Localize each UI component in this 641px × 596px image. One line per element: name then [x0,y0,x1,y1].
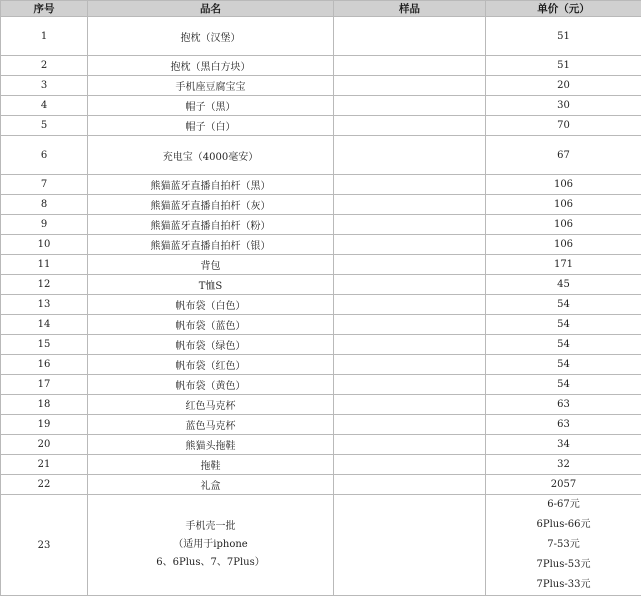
row-price: 63 [486,395,641,415]
row-name: 熊猫蓝牙直播自拍杆（银） [88,235,334,255]
row-name: 帆布袋（蓝色） [88,315,334,335]
table-row [1,17,641,56]
table-row [1,375,641,395]
table-row-phone-cases [1,495,641,596]
table-row [1,395,641,415]
row-name: 红色马克杯 [88,395,334,415]
table-row [1,96,641,116]
row-name: 帆布袋（红色） [88,355,334,375]
row-sample [334,475,486,495]
header-name: 品名 [88,1,334,17]
row-price: 70 [486,116,641,136]
row-name: 熊猫蓝牙直播自拍杆（灰） [88,195,334,215]
table-row [1,455,641,475]
row-no: 17 [1,375,88,395]
row-name-line: 手机壳一批 [88,518,333,536]
row-no: 3 [1,76,88,96]
row-name: 礼盒 [88,475,334,495]
row-sample [334,375,486,395]
table-row [1,136,641,175]
row-name: T恤S [88,275,334,295]
row-sample [334,215,486,235]
row-name: 蓝色马克杯 [88,415,334,435]
row-price: 54 [486,295,641,315]
table-row [1,335,641,355]
row-sample [334,17,486,56]
row-price: 63 [486,415,641,435]
row-name-line: 6、6Plus、7、7Plus） [88,554,333,572]
row-name: 手机座豆腐宝宝 [88,76,334,96]
table-row [1,315,641,335]
row-sample [334,355,486,375]
row-name: 熊猫蓝牙直播自拍杆（粉） [88,215,334,235]
row-sample [334,136,486,175]
row-sample [334,195,486,215]
header-row [1,1,641,17]
row-no: 7 [1,175,88,195]
header-no: 序号 [1,1,88,17]
row-price: 20 [486,76,641,96]
row-no: 4 [1,96,88,116]
row-price: 67 [486,136,641,175]
row-no: 12 [1,275,88,295]
row-sample [334,295,486,315]
row-sample [334,315,486,335]
row-price-line: 6-67元 [486,495,641,515]
row-no: 14 [1,315,88,335]
row-price: 34 [486,435,641,455]
row-name: 充电宝（4000毫安） [88,136,334,175]
row-name: 帆布袋（绿色） [88,335,334,355]
table-row [1,235,641,255]
row-sample [334,175,486,195]
row-price: 32 [486,455,641,475]
row-name-multiline [88,495,334,596]
row-sample [334,495,486,596]
row-price: 106 [486,235,641,255]
row-price: 54 [486,315,641,335]
row-sample [334,415,486,435]
row-name: 熊猫头拖鞋 [88,435,334,455]
row-no: 6 [1,136,88,175]
row-price: 106 [486,175,641,195]
table-row [1,195,641,215]
table-row [1,275,641,295]
row-name: 抱枕（汉堡） [88,17,334,56]
row-price-line: 7-53元 [486,535,641,555]
row-no: 8 [1,195,88,215]
row-sample [334,235,486,255]
row-sample [334,275,486,295]
table-row [1,56,641,76]
row-no: 20 [1,435,88,455]
table-row [1,415,641,435]
table-row [1,215,641,235]
row-price: 171 [486,255,641,275]
row-name: 帽子（黑） [88,96,334,116]
table-row [1,355,641,375]
row-name: 抱枕（黑白方块） [88,56,334,76]
row-sample [334,395,486,415]
row-price: 45 [486,275,641,295]
row-no: 1 [1,17,88,56]
row-price-line: 7Plus-33元 [486,575,641,595]
row-price: 30 [486,96,641,116]
row-sample [334,255,486,275]
row-price-line: 7Plus-53元 [486,555,641,575]
table-row [1,76,641,96]
table-row [1,175,641,195]
table-row [1,435,641,455]
row-price: 106 [486,215,641,235]
row-name: 拖鞋 [88,455,334,475]
table-row [1,255,641,275]
row-no: 11 [1,255,88,275]
row-no: 16 [1,355,88,375]
row-name: 熊猫蓝牙直播自拍杆（黑） [88,175,334,195]
row-price-line: 6Plus-66元 [486,515,641,535]
row-price: 51 [486,56,641,76]
header-sample: 样品 [334,1,486,17]
row-price: 54 [486,355,641,375]
row-price: 51 [486,17,641,56]
row-name: 背包 [88,255,334,275]
row-price-multiline [486,495,641,596]
row-no: 9 [1,215,88,235]
header-price: 单价（元） [486,1,641,17]
row-sample [334,96,486,116]
row-no: 23 [1,495,88,596]
row-name: 帆布袋（白色） [88,295,334,315]
row-no: 15 [1,335,88,355]
row-name-line: （适用于iphone [88,536,333,554]
row-no: 5 [1,116,88,136]
row-price: 54 [486,335,641,355]
row-name: 帽子（白） [88,116,334,136]
row-sample [334,76,486,96]
row-sample [334,435,486,455]
row-no: 19 [1,415,88,435]
row-sample [334,56,486,76]
row-no: 18 [1,395,88,415]
row-sample [334,455,486,475]
row-no: 2 [1,56,88,76]
row-sample [334,335,486,355]
table-row [1,116,641,136]
row-price: 54 [486,375,641,395]
row-price: 2057 [486,475,641,495]
row-name: 帆布袋（黄色） [88,375,334,395]
row-no: 22 [1,475,88,495]
row-no: 10 [1,235,88,255]
row-price: 106 [486,195,641,215]
row-no: 21 [1,455,88,475]
row-no: 13 [1,295,88,315]
table-row [1,475,641,495]
row-sample [334,116,486,136]
table-row [1,295,641,315]
